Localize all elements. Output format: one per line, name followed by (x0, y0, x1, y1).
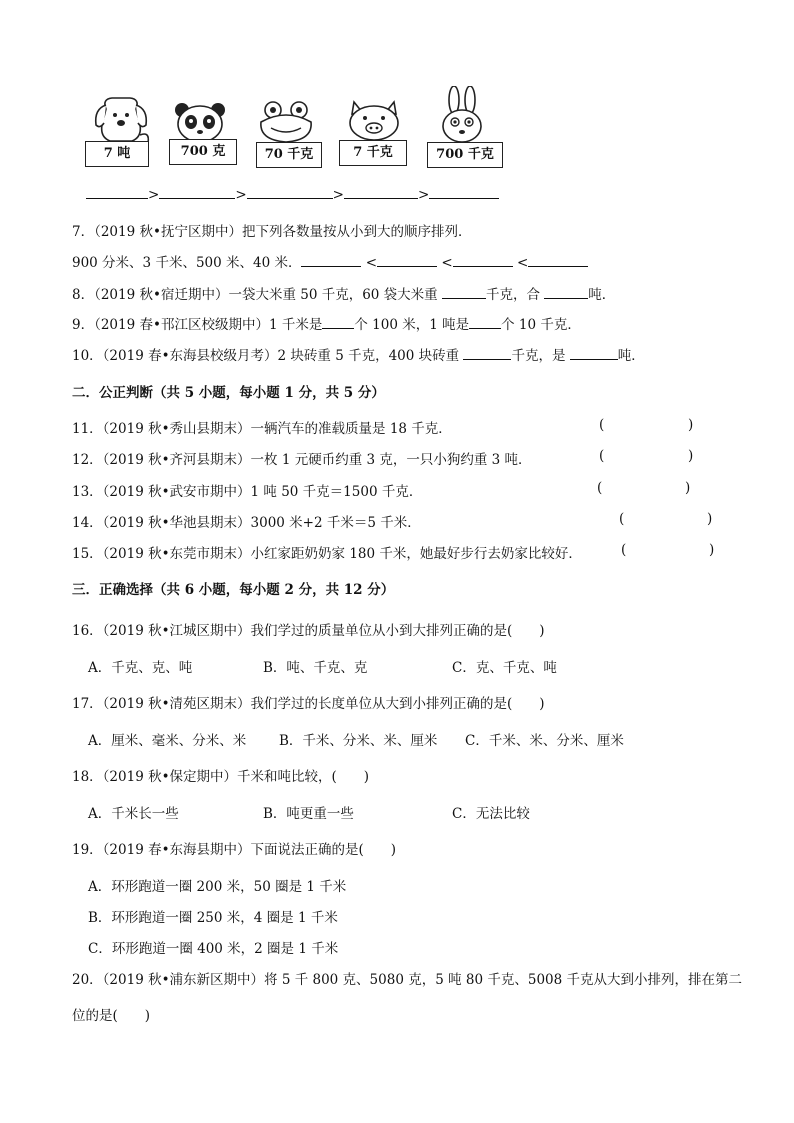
answer-paren-close: ) (685, 480, 691, 496)
option-b[interactable]: B．吨更重一些 (263, 806, 354, 822)
answer-blank[interactable] (528, 254, 588, 267)
judge-question: 14．（2019 秋•华池县期末）3000 米+2 千米＝5 千米． (72, 515, 421, 531)
option-a[interactable]: A．厘米、毫米、分米、米 (88, 733, 247, 749)
answer-blank[interactable] (159, 186, 235, 199)
answer-blank[interactable] (442, 286, 486, 299)
rabbit-icon (436, 86, 488, 144)
answer-blank[interactable] (86, 186, 148, 199)
gt-sign: > (417, 187, 430, 203)
answer-blank[interactable] (463, 347, 511, 360)
answer-blank[interactable] (453, 254, 513, 267)
option-a[interactable]: A．千米长一些 (88, 806, 179, 822)
question-10: 10．（2019 春•东海县校级月考）2 块砖重 5 千克，400 块砖重 千克，是 吨． (72, 348, 645, 364)
answer-blank[interactable] (570, 347, 618, 360)
judge-question: 12．（2019 秋•齐河县期末）一枚 1 元硬币约重 3 克，一只小狗约重 3 吨． (72, 452, 532, 468)
judge-question: 11．（2019 秋•秀山县期末）一辆汽车的准载质量是 18 千克． (72, 421, 452, 437)
choice-question-stem: 19．（2019 春•东海县期中）下面说法正确的是( ) (72, 842, 397, 858)
option-a[interactable]: A．千克、克、吨 (88, 660, 193, 676)
option-c[interactable]: C．环形跑道一圈 400 米，2 圈是 1 千米 (88, 941, 339, 957)
animal-label: 7 千克 (339, 140, 407, 166)
option-b[interactable]: B．吨、千克、克 (263, 660, 368, 676)
question-9: 9．（2019 春•邗江区校级期中）1 千米是 个 100 米，1 吨是 个 10 千克． (72, 317, 581, 333)
dog-icon (88, 95, 154, 147)
question-8: 8．（2019 秋•宿迁期中）一袋大米重 50 千克，60 袋大米重 千克，合 吨． (72, 287, 616, 303)
judge-question: 13．（2019 秋•武安市期中）1 吨 50 千克＝1500 千克． (72, 484, 423, 500)
option-c[interactable]: C．克、千克、吨 (452, 660, 557, 676)
answer-blank[interactable] (377, 254, 437, 267)
answer-blank[interactable] (344, 186, 418, 199)
section-3-heading: 三．正确选择（共 6 小题，每小题 2 分，共 12 分） (72, 582, 395, 598)
animal-label: 70 千克 (256, 142, 322, 168)
option-b[interactable]: B．环形跑道一圈 250 米，4 圈是 1 千米 (88, 910, 338, 926)
choice-question-stem-continued: 位的是( ) (72, 1008, 151, 1024)
answer-paren-close: ) (707, 511, 713, 527)
answer-paren-open: ( (621, 542, 627, 558)
answer-paren-close: ) (709, 542, 715, 558)
answer-paren-open: ( (619, 511, 625, 527)
gt-sign: > (332, 187, 344, 203)
lt-sign: < (441, 255, 453, 271)
animal-label: 700 千克 (427, 142, 503, 168)
option-a[interactable]: A．环形跑道一圈 200 米，50 圈是 1 千米 (88, 879, 347, 895)
gt-sign: > (148, 187, 160, 203)
choice-question-stem: 17．（2019 秋•清苑区期末）我们学过的长度单位从大到小排列正确的是( ) (72, 696, 545, 712)
ordering-blanks-row (86, 186, 499, 203)
answer-blank[interactable] (469, 316, 501, 329)
section-2-heading: 二．公正判断（共 5 小题，每小题 1 分，共 5 分） (72, 385, 385, 401)
lt-sign: < (516, 255, 529, 271)
pig-icon (344, 98, 404, 142)
animal-label: 700 克 (169, 139, 237, 165)
answer-paren-close: ) (688, 417, 694, 433)
question-7-items (72, 251, 588, 271)
answer-paren-open: ( (599, 448, 605, 464)
frog-icon (255, 100, 317, 144)
choice-question-stem: 16．（2019 秋•江城区期中）我们学过的质量单位从小到大排列正确的是( ) (72, 623, 545, 639)
lt-sign: < (365, 255, 378, 271)
answer-blank[interactable] (429, 186, 499, 199)
question-7-list: 900 分米、3 千米、500 米、40 米． (72, 255, 302, 271)
answer-blank[interactable] (301, 254, 361, 267)
answer-paren-open: ( (597, 480, 603, 496)
answer-paren-open: ( (599, 417, 605, 433)
question-7: 7．（2019 秋•抚宁区期中）把下列各数量按从小到大的顺序排列． (72, 224, 472, 240)
option-c[interactable]: C．无法比较 (452, 806, 530, 822)
answer-paren-close: ) (688, 448, 694, 464)
answer-blank[interactable] (247, 186, 333, 199)
choice-question-stem: 18．（2019 秋•保定期中）千米和吨比较，( ) (72, 769, 370, 785)
answer-blank[interactable] (322, 316, 354, 329)
answer-blank[interactable] (544, 286, 588, 299)
panda-icon (170, 100, 230, 144)
choice-question-stem: 20．（2019 秋•浦东新区期中）将 5 千 800 克、5080 克，5 吨 80 千克、5008 千克从大到小排列，排在第二 (72, 972, 742, 988)
judge-question: 15．（2019 秋•东莞市期末）小红家距奶奶家 180 千米，她最好步行去奶家比较好． (72, 546, 582, 562)
gt-sign: > (235, 187, 247, 203)
animal-label: 7 吨 (85, 141, 149, 167)
option-b[interactable]: B．千米、分米、米、厘米 (279, 733, 438, 749)
option-c[interactable]: C．千米、米、分米、厘米 (465, 733, 624, 749)
